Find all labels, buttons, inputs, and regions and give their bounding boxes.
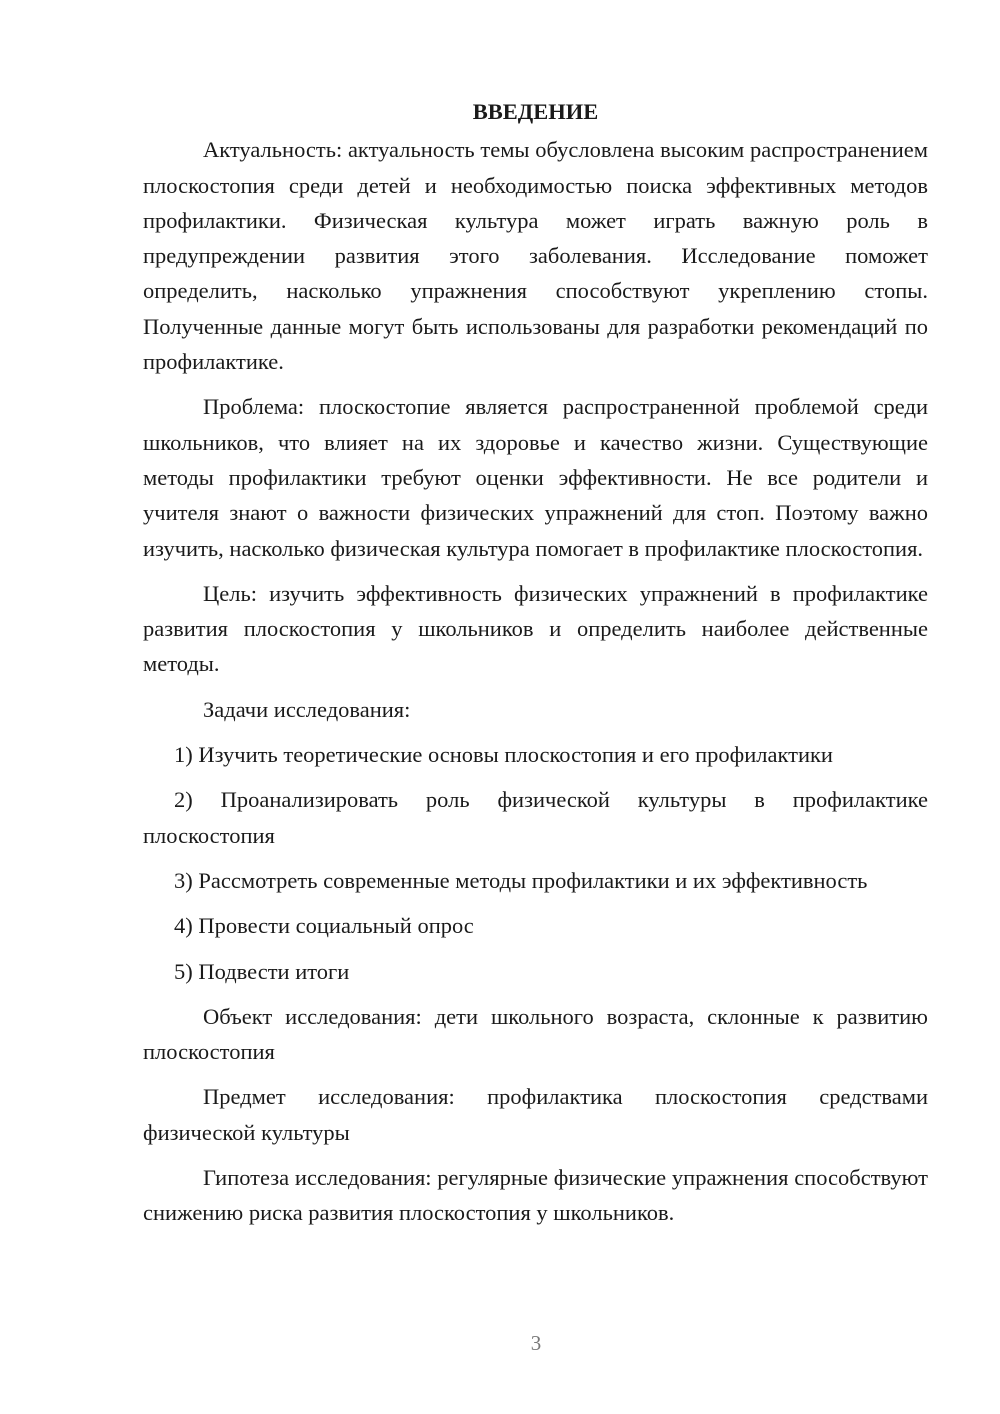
relevance-paragraph: Актуальность: актуальность темы обусловлена высоким распространением плоскостопия среди детей и необходимостью поиска эффективных методов профилактики. Физическая культура может играть важную роль в предупреждении развития этого заболевания. Исследование поможет определить, насколько упражнения способствуют укреплению стопы. Полученные данные могут быть использованы для разработки рекомендаций по профилактике. (143, 137, 928, 375)
subject-paragraph: Предмет исследования: профилактика плоскостопия средствами физической культуры (143, 1084, 928, 1145)
task-item: 2) Проанализировать роль физической культуры в профилактике плоскостопия (143, 787, 928, 848)
goal-paragraph: Цель: изучить эффективность физических упражнений в профилактике развития плоскостопия у школьников и определить наиболее действенные методы. (143, 580, 928, 677)
task-item: 3) Рассмотреть современные методы профилактики и их эффективность (174, 867, 868, 893)
task-item: 4) Провести социальный опрос (174, 913, 474, 939)
tasks-heading: Задачи исследования: (203, 696, 411, 722)
task-item: 5) Подвести итоги (174, 958, 350, 984)
page-number: 3 (530, 1331, 542, 1355)
object-paragraph: Объект исследования: дети школьного возраста, склонные к развитию плоскостопия (143, 1003, 928, 1065)
page-content (143, 94, 928, 1241)
problem-paragraph: Проблема: плоскостопие является распространенной проблемой среди школьников, что влияет на их здоровье и качество жизни. Существующие методы профилактики требуют оценки эффективности. Не все родители и учителя знают о важности физических упражнений для стоп. Поэтому важно изучить, насколько физическая культура помогает в профилактике плоскостопия. (143, 394, 928, 561)
task-item: 1) Изучить теоретические основы плоскостопия и его профилактики (174, 742, 833, 768)
section-title: ВВЕДЕНИЕ (472, 99, 599, 124)
hypothesis-paragraph: Гипотеза исследования: регулярные физические упражнения способствуют снижению риска развития плоскостопия у школьников. (143, 1165, 928, 1226)
